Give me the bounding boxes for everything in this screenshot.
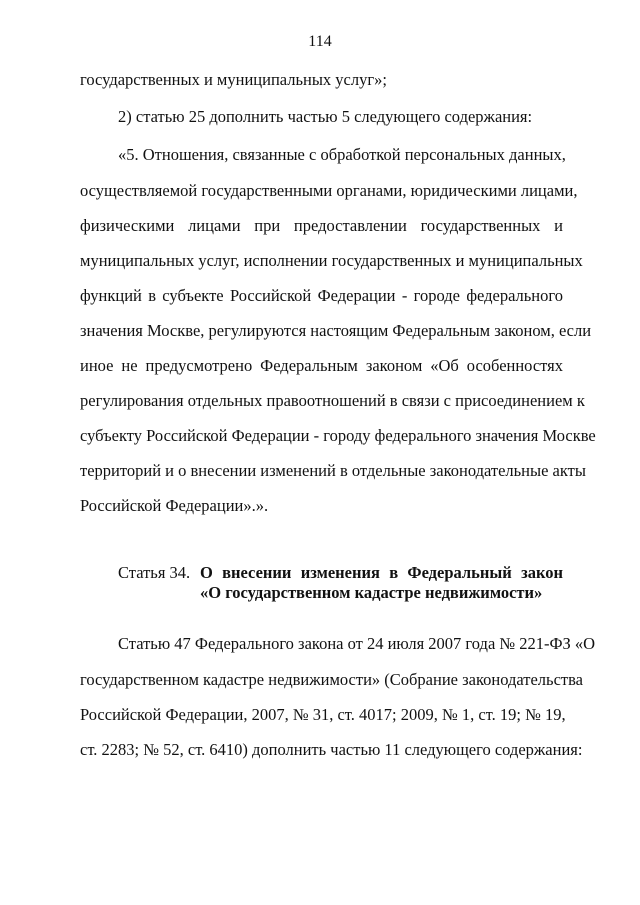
- text-line: иное не предусмотрено Федеральным законом «Об особенностях: [80, 356, 563, 375]
- text-line: территорий и о внесении изменений в отдельные законодательные акты: [80, 461, 586, 480]
- text-line: Статью 47 Федерального закона от 24 июля 2007 года № 221-ФЗ «О: [118, 634, 596, 653]
- text-line: государственном кадастре недвижимости» (Собрание законодательства: [80, 670, 584, 689]
- text-line: осуществляемой государственными органами, юридическими лицами,: [80, 181, 578, 200]
- text-line: функций в субъекте Российской Федерации - городе федерального: [80, 286, 563, 305]
- text-line: Российской Федерации».».: [80, 496, 269, 515]
- page-number: 114: [308, 33, 332, 50]
- text-line: Российской Федерации, 2007, № 31, ст. 4017; 2009, № 1, ст. 19; № 19,: [80, 705, 566, 724]
- article-title: «О государственном кадастре недвижимости»: [200, 583, 543, 602]
- text-line: государственных и муниципальных услуг»;: [80, 70, 387, 89]
- article-label: Статья 34.: [118, 563, 191, 582]
- text-line: субъекту Российской Федерации - городу федерального значения Москве: [80, 426, 596, 445]
- text-line: ст. 2283; № 52, ст. 6410) дополнить частью 11 следующего содержания:: [80, 740, 583, 759]
- article-title: О внесении изменения в Федеральный закон: [200, 563, 563, 582]
- text-line: регулирования отдельных правоотношений в связи с присоединением к: [80, 391, 585, 410]
- text-line: «5. Отношения, связанные с обработкой персональных данных,: [118, 145, 566, 164]
- text-line: физическими лицами при предоставлении государственных и: [80, 216, 563, 235]
- text-line: значения Москве, регулируются настоящим Федеральным законом, если: [80, 321, 592, 340]
- text-line: муниципальных услуг, исполнении государственных и муниципальных: [80, 251, 583, 270]
- text-line: 2) статью 25 дополнить частью 5 следующего содержания:: [118, 107, 533, 126]
